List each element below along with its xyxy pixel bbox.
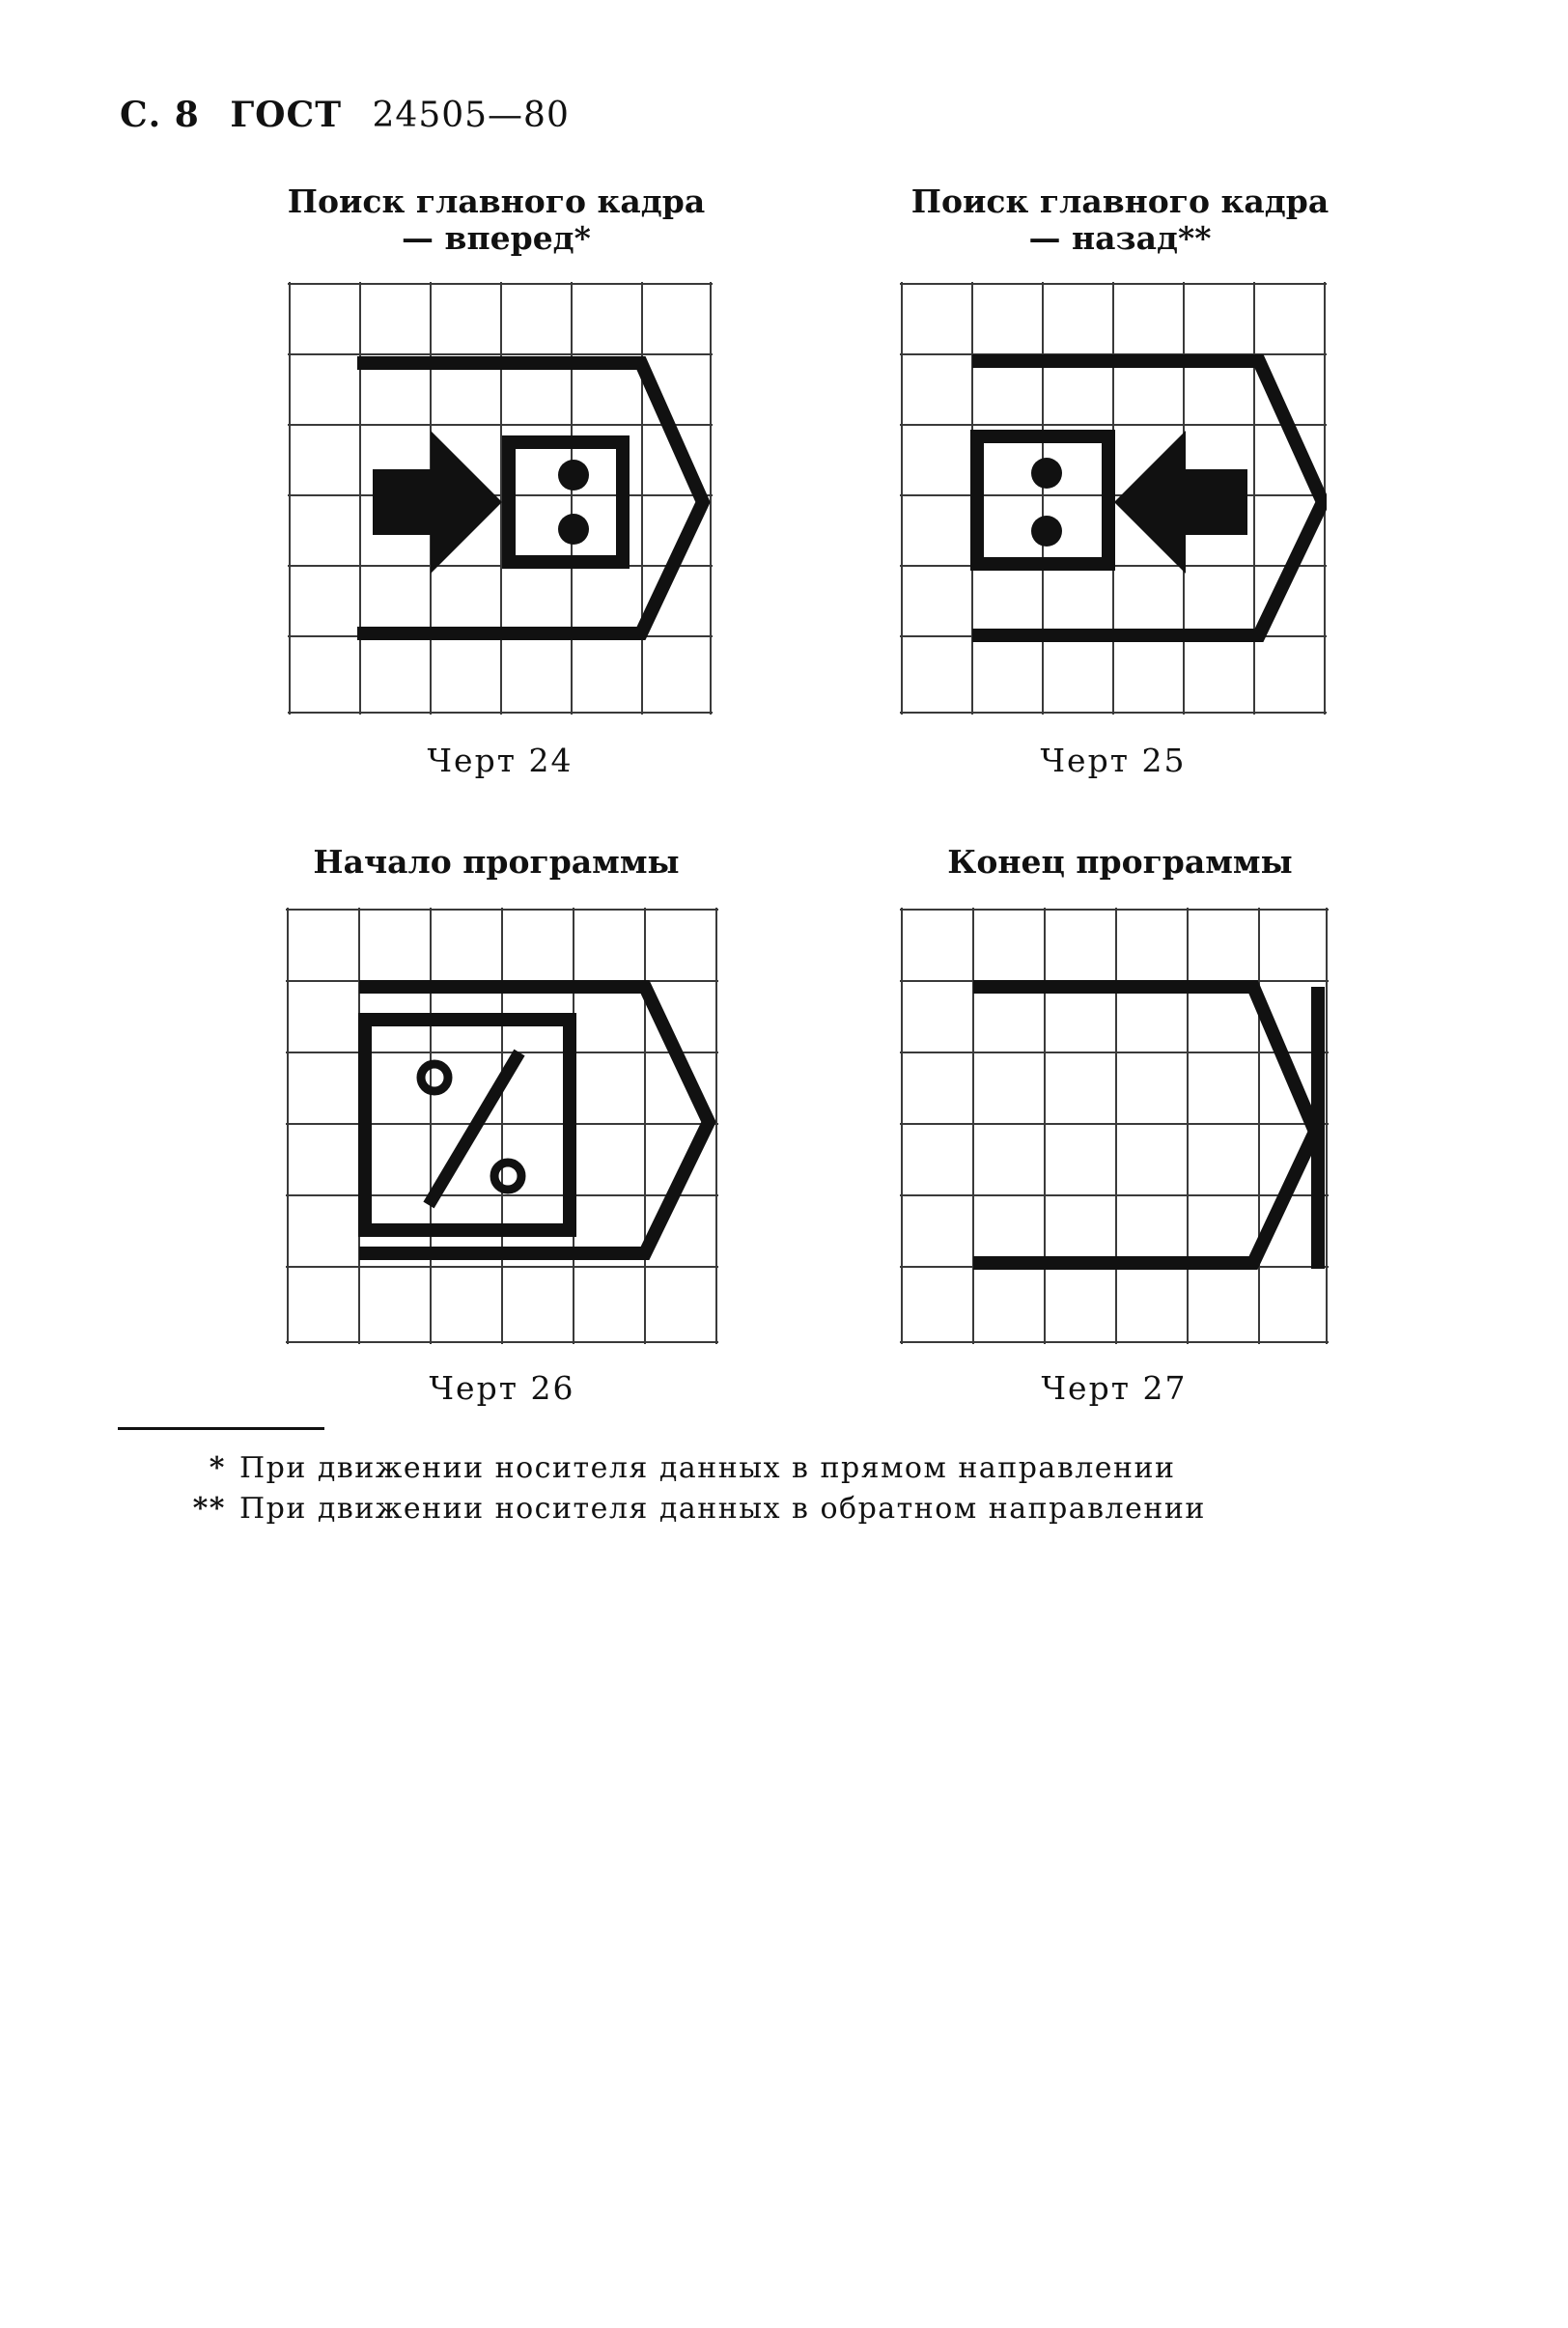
footnote-divider: [118, 1427, 324, 1430]
figure-25: [850, 183, 1390, 257]
page-number: С. 8: [120, 95, 200, 135]
standard-name: ГОСТ: [230, 95, 342, 135]
figure-24: [226, 183, 767, 257]
main-frame-search-backward-icon: [900, 282, 1327, 715]
footnote-mark: **: [192, 1492, 226, 1526]
footnote: [183, 1448, 1206, 1489]
program-end-icon: [900, 908, 1329, 1344]
figure-title: Конец программы: [947, 843, 1293, 881]
figure-caption: Черт 27: [1041, 1369, 1188, 1407]
figure-27: [850, 844, 1390, 881]
footnote-text: При движении носителя данных в прямом направлении: [239, 1451, 1176, 1485]
figure-title: Начало программы: [313, 843, 680, 881]
figure-caption: Черт 26: [429, 1369, 575, 1407]
footnote-text: При движении носителя данных в обратном направлении: [239, 1492, 1206, 1526]
footnote-mark: *: [209, 1451, 226, 1485]
standard-number: 24505—80: [372, 96, 570, 135]
footnotes: [183, 1448, 1206, 1529]
footnote: [183, 1489, 1206, 1529]
main-frame-search-forward-icon: [288, 282, 713, 715]
figure-caption: Черт 24: [427, 742, 574, 779]
figure-26: [226, 844, 767, 881]
figure-title: Поиск главного кадра — назад**: [910, 182, 1330, 257]
figure-caption: Черт 25: [1040, 742, 1187, 779]
figure-title: Поиск главного кадра — вперед*: [287, 182, 706, 257]
page-header: [120, 95, 587, 135]
program-start-icon: [286, 908, 718, 1344]
